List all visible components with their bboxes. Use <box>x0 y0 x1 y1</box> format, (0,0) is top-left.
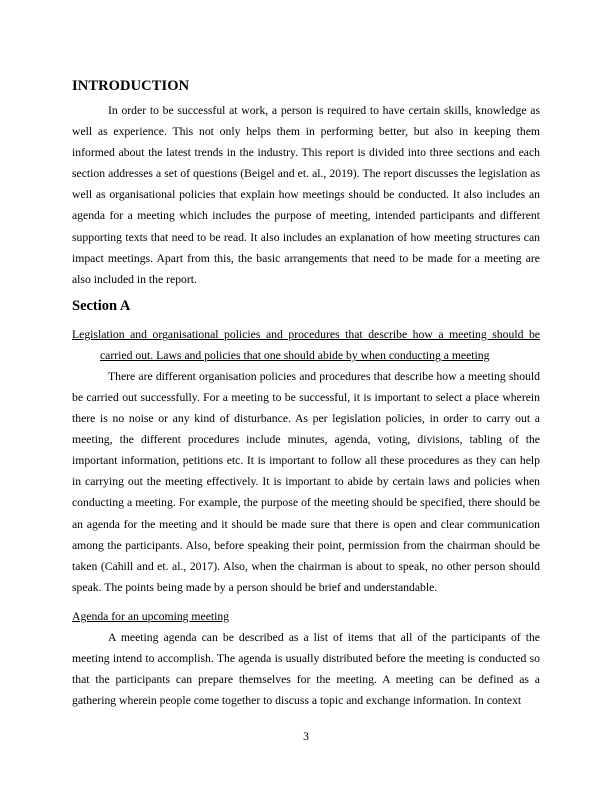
agenda-subheading: Agenda for an upcoming meeting <box>72 609 230 623</box>
legislation-paragraph: There are different organisation policies and procedures that describe how a meeting should be carried out successfully. For a meeting to be successful, it is important to select a place wherein there is no noise or any kind of disturbance. As per legislation policies, in order to carry out a meeting, the different procedures include minutes, agenda, voting, divisions, tabling of the important information, petitions etc. It is important to follow all these procedures as they can help in carrying out the meeting effectively. It is important to abide by certain laws and policies when conducting a meeting. For example, the purpose of the meeting should be specified, there should be an agenda for the meeting and it should be made sure that there is open and clear communication among the participants. Also, before speaking their point, permission from the chairman should be taken (Cahill and et. al., 2017). Also, when the chairman is about to speak, no other person should speak. The points being made by a person should be brief and understandable. <box>72 369 540 594</box>
page-content <box>72 76 540 711</box>
section-a-heading: Section A <box>72 297 131 314</box>
introduction-heading: INTRODUCTION <box>72 78 190 94</box>
legislation-subheading: Legislation and organisational policies and procedures that describe how a meeting should be carried out. Laws and policies that one should abide by when conducting a meeting <box>72 327 540 362</box>
introduction-paragraph: In order to be successful at work, a person is required to have certain skills, knowledge as well as experience. This not only helps them in performing better, but also in keeping them informed about the latest trends in the industry. This report is divided into three sections and each section addresses a set of questions (Beigel and et. al., 2019). The report discusses the legislation as well as organisational policies that explain how meetings should be conducted. It also includes an agenda for a meeting which includes the purpose of meeting, intended participants and different supporting texts that need to be read. It also includes an explanation of how meeting structures can impact meetings. Apart from this, the basic arrangements that need to be made for a meeting are also included in the report. <box>72 104 540 286</box>
agenda-paragraph: A meeting agenda can be described as a list of items that all of the participants of the meeting intend to accomplish. The agenda is usually distributed before the meeting is conducted so that the participants can prepare themselves for the meeting. A meeting can be defined as a gathering wherein people come together to discuss a topic and exchange information. In context <box>72 630 540 708</box>
page-number: 3 <box>303 730 309 743</box>
